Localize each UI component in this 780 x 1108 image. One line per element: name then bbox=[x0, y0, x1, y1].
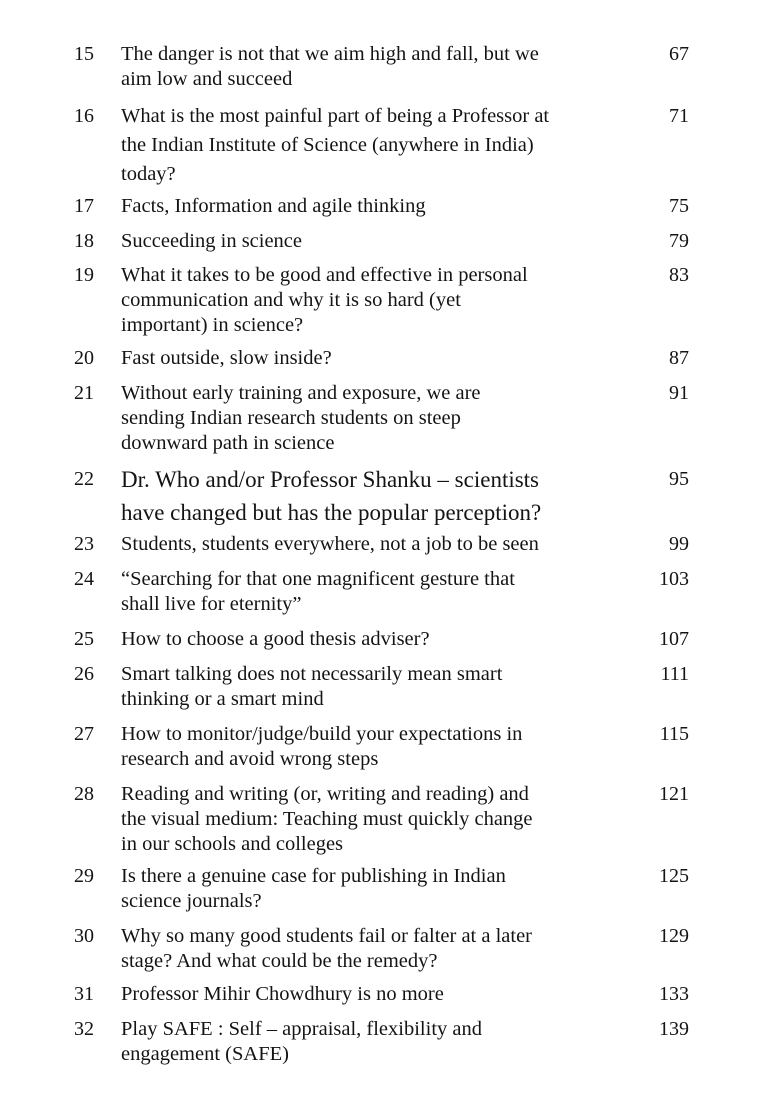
chapter-number: 30 bbox=[74, 925, 94, 947]
page-number: 133 bbox=[659, 983, 689, 1005]
chapter-number: 27 bbox=[74, 723, 94, 745]
chapter-title bbox=[121, 263, 528, 338]
chapter-title-line: aim low and succeed bbox=[121, 68, 293, 90]
chapter-title bbox=[121, 532, 539, 557]
chapter-title-line: Professor Mihir Chowdhury is no more bbox=[121, 983, 444, 1005]
chapter-title bbox=[121, 924, 532, 974]
page-number: 103 bbox=[659, 568, 689, 590]
page-number: 139 bbox=[659, 1018, 689, 1040]
chapter-title-line: Play SAFE : Self – appraisal, flexibility and bbox=[121, 1018, 482, 1040]
chapter-title bbox=[121, 782, 533, 857]
chapter-title bbox=[121, 1017, 482, 1067]
chapter-number: 21 bbox=[74, 382, 94, 404]
chapter-number: 16 bbox=[74, 105, 94, 127]
chapter-title-line: sending Indian research students on steep bbox=[121, 407, 461, 429]
chapter-title-line: How to monitor/judge/build your expectations in bbox=[121, 723, 523, 745]
chapter-title-line: research and avoid wrong steps bbox=[121, 748, 379, 770]
page-number: 67 bbox=[669, 43, 689, 65]
chapter-number: 15 bbox=[74, 43, 94, 65]
chapter-title-line: stage? And what could be the remedy? bbox=[121, 950, 438, 972]
chapter-title-line: science journals? bbox=[121, 890, 262, 912]
chapter-number: 18 bbox=[74, 230, 94, 252]
chapter-title-line: What it takes to be good and effective in personal bbox=[121, 264, 528, 286]
chapter-title-line: Smart talking does not necessarily mean smart bbox=[121, 663, 503, 685]
page-number: 79 bbox=[669, 230, 689, 252]
chapter-title-line: Students, students everywhere, not a job to be seen bbox=[121, 533, 539, 555]
chapter-title-line: engagement (SAFE) bbox=[121, 1043, 289, 1065]
chapter-title-line: today? bbox=[121, 163, 176, 185]
chapter-number: 20 bbox=[74, 347, 94, 369]
chapter-title-line: the Indian Institute of Science (anywhere in India) bbox=[121, 134, 534, 156]
chapter-title bbox=[121, 346, 332, 371]
chapter-number: 26 bbox=[74, 663, 94, 685]
chapter-title-line: communication and why it is so hard (yet bbox=[121, 289, 461, 311]
chapter-title-line: The danger is not that we aim high and fall, but we bbox=[121, 43, 539, 65]
chapter-number: 17 bbox=[74, 195, 94, 217]
page-number: 115 bbox=[659, 723, 689, 745]
chapter-title bbox=[121, 567, 515, 617]
chapter-title-line: Reading and writing (or, writing and reading) and bbox=[121, 783, 529, 805]
chapter-title bbox=[121, 864, 506, 914]
chapter-title-line: Is there a genuine case for publishing in Indian bbox=[121, 865, 506, 887]
page-number: 91 bbox=[669, 382, 689, 404]
page-number: 75 bbox=[669, 195, 689, 217]
chapter-number: 22 bbox=[74, 468, 94, 490]
chapter-title-line: in our schools and colleges bbox=[121, 833, 344, 855]
page-number: 87 bbox=[669, 347, 689, 369]
chapter-title-line: the visual medium: Teaching must quickly change bbox=[121, 808, 533, 830]
chapter-number: 24 bbox=[74, 568, 94, 590]
page-number: 121 bbox=[659, 783, 689, 805]
chapter-title bbox=[121, 381, 481, 456]
chapter-title-line: Dr. Who and/or Professor Shanku – scientists bbox=[121, 467, 540, 492]
chapter-title-line: “Searching for that one magnificent gesture that bbox=[121, 568, 515, 590]
chapter-title bbox=[121, 982, 444, 1007]
chapter-title bbox=[121, 42, 539, 92]
chapter-title bbox=[121, 662, 502, 712]
page-number: 95 bbox=[669, 468, 689, 490]
chapter-title-line: What is the most painful part of being a Professor at bbox=[121, 105, 550, 127]
chapter-title-line: Without early training and exposure, we are bbox=[121, 382, 481, 404]
chapter-title-line: shall live for eternity” bbox=[121, 593, 302, 615]
chapter-title-line: Why so many good students fail or falter at a later bbox=[121, 925, 533, 947]
chapter-number: 32 bbox=[74, 1018, 94, 1040]
chapter-title-line: Fast outside, slow inside? bbox=[121, 347, 332, 369]
chapter-number: 29 bbox=[74, 865, 94, 887]
chapter-title bbox=[121, 194, 426, 219]
chapter-title-line: have changed but has the popular perception? bbox=[121, 500, 542, 525]
page-number: 111 bbox=[660, 663, 689, 685]
chapter-title-line: important) in science? bbox=[121, 314, 304, 336]
page-number: 107 bbox=[659, 628, 689, 650]
chapter-number: 31 bbox=[74, 983, 94, 1005]
chapter-title-line: Facts, Information and agile thinking bbox=[121, 195, 426, 217]
chapter-number: 23 bbox=[74, 533, 94, 555]
chapter-title bbox=[121, 627, 430, 652]
page-number: 83 bbox=[669, 264, 689, 286]
chapter-title-line: downward path in science bbox=[121, 432, 335, 454]
chapter-number: 28 bbox=[74, 783, 94, 805]
chapter-number: 19 bbox=[74, 264, 94, 286]
chapter-title-line: How to choose a good thesis adviser? bbox=[121, 628, 430, 650]
chapter-title bbox=[121, 229, 302, 254]
chapter-title bbox=[121, 102, 549, 189]
chapter-title-line: thinking or a smart mind bbox=[121, 688, 324, 710]
page-number: 129 bbox=[659, 925, 689, 947]
page-number: 99 bbox=[669, 533, 689, 555]
page-number: 71 bbox=[669, 105, 689, 127]
chapter-title bbox=[121, 463, 541, 529]
chapter-number: 25 bbox=[74, 628, 94, 650]
chapter-title bbox=[121, 722, 522, 772]
page-number: 125 bbox=[659, 865, 689, 887]
chapter-title-line: Succeeding in science bbox=[121, 230, 303, 252]
